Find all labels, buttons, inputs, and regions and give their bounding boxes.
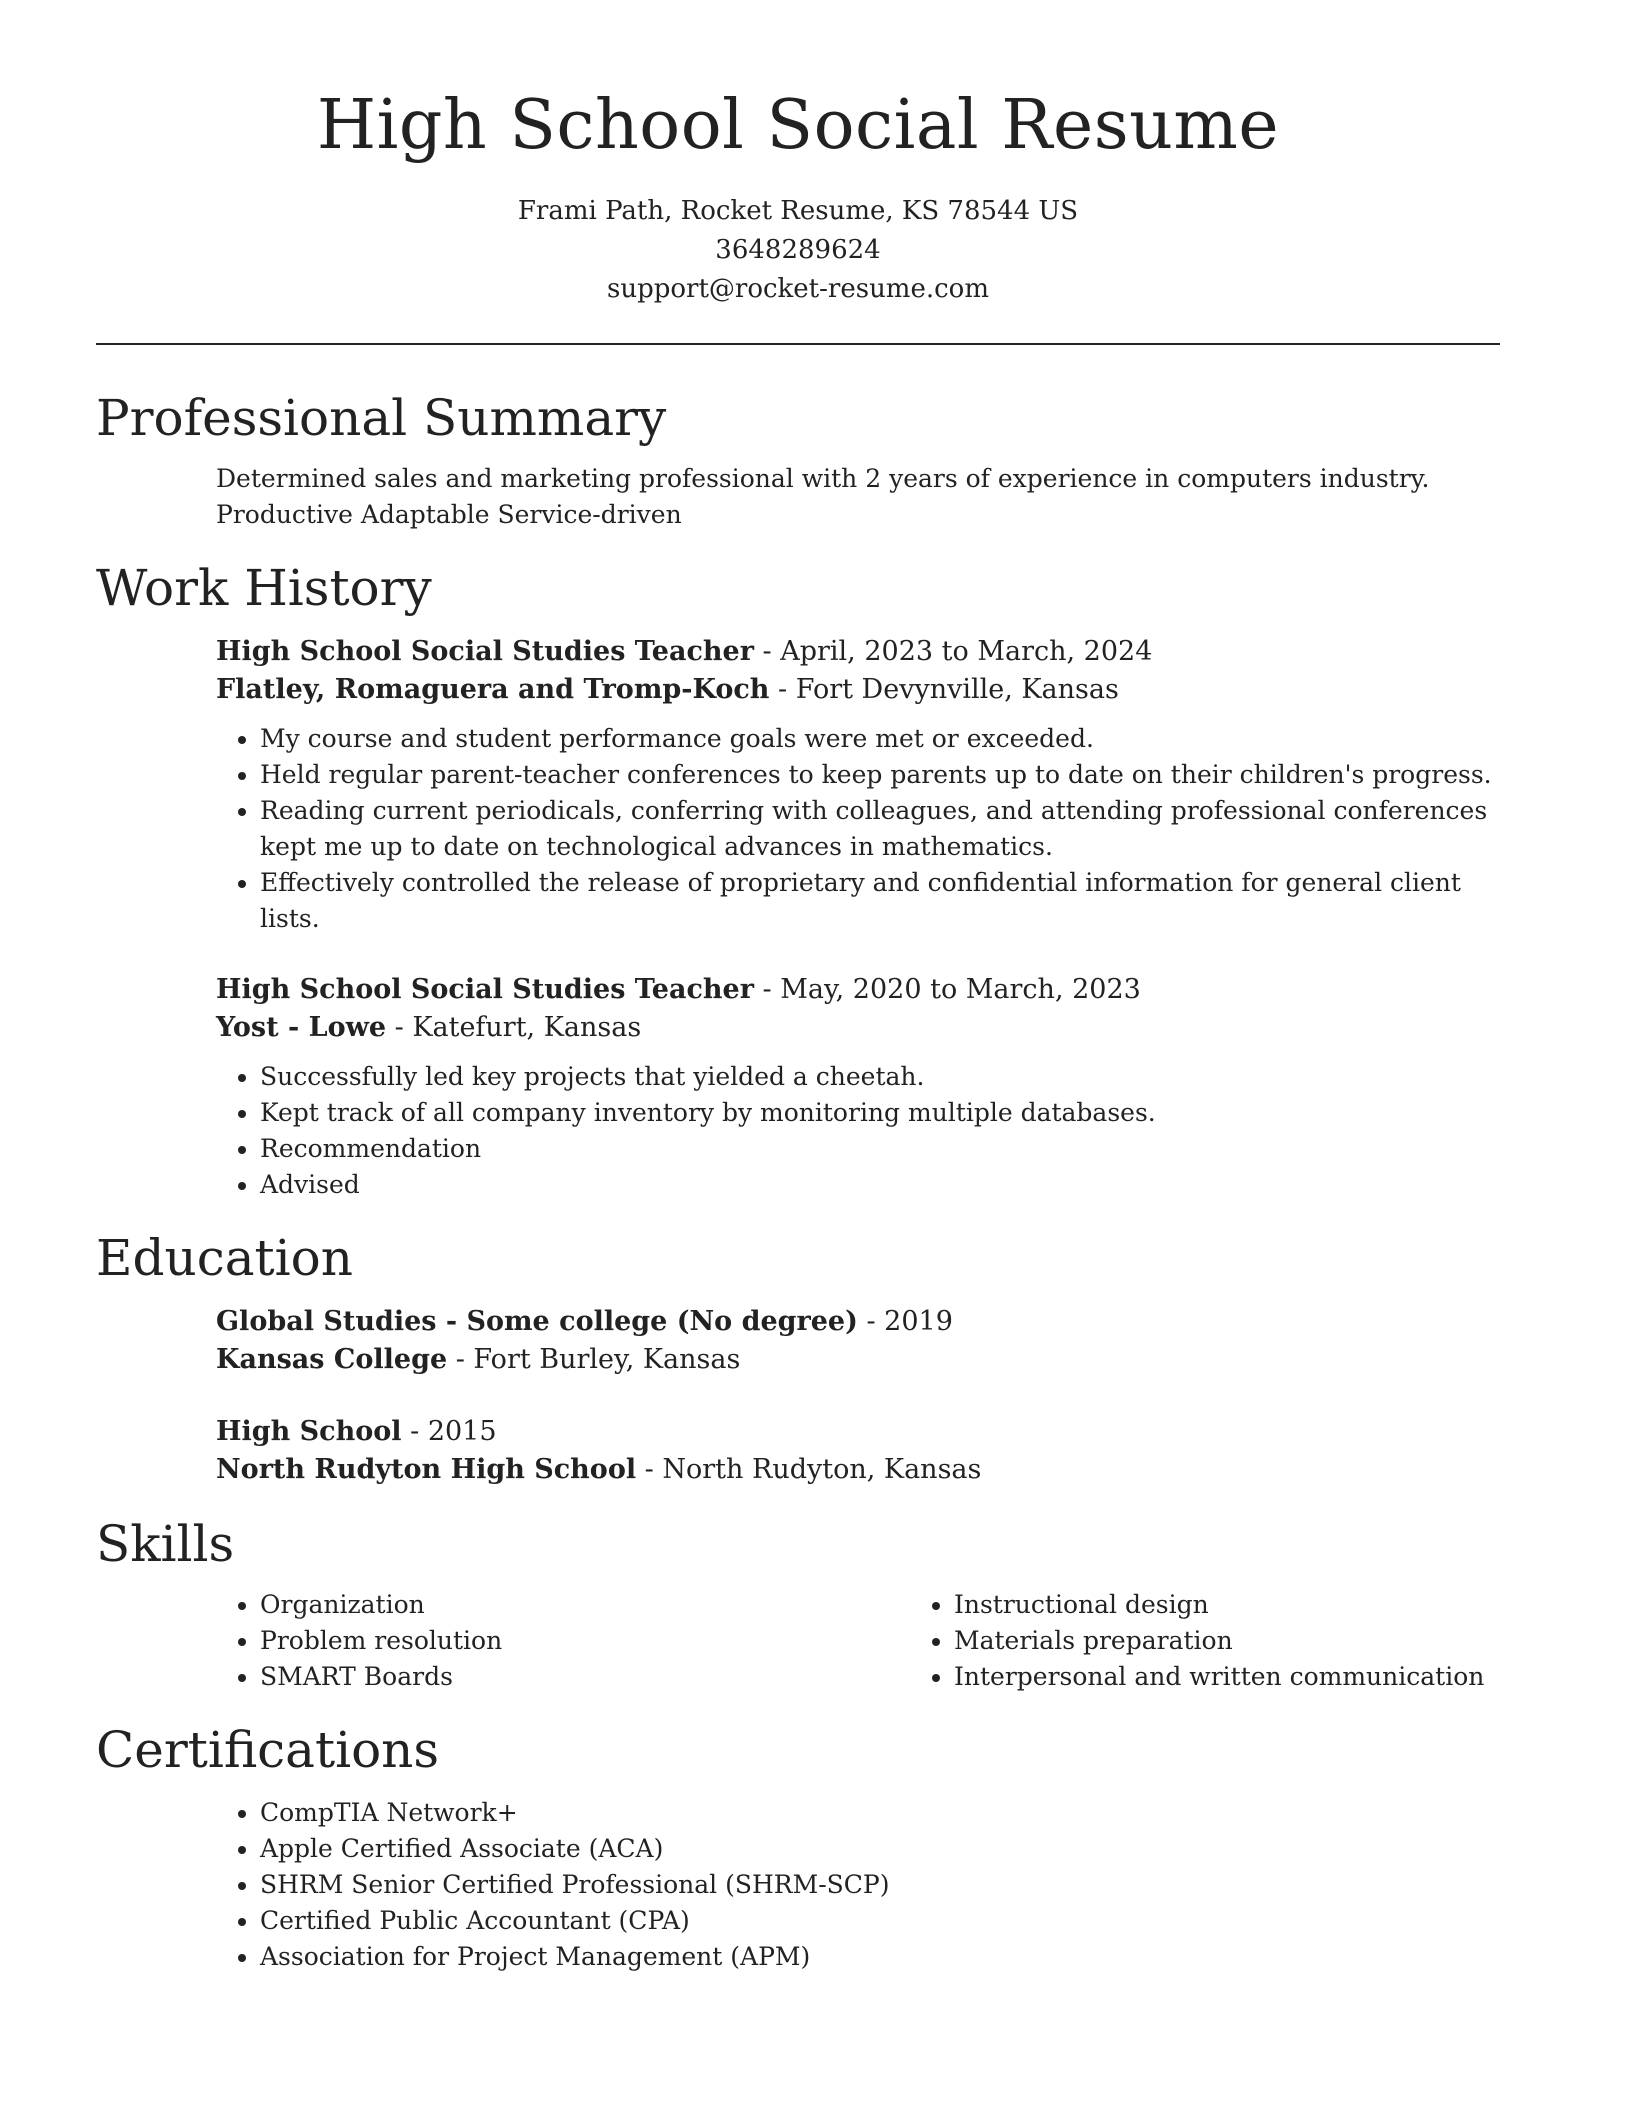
list-item: • Successfully led key projects that yielded a cheetah. (260, 1059, 1500, 1095)
education-location: - North Rudyton, Kansas (636, 1454, 982, 1485)
job-entry (216, 633, 1500, 937)
section-title-education: Education (96, 1229, 353, 1287)
job-bullets (216, 1059, 1500, 1203)
education-school: Kansas College (216, 1344, 448, 1375)
education-entry (216, 1413, 1500, 1489)
list-item: • Materials preparation (954, 1623, 1500, 1659)
job-bullets (216, 721, 1500, 937)
list-item: • Reading current periodicals, conferring with colleagues, and attending professional conferences kept me up to date on technological advances in mathematics. (260, 793, 1500, 865)
phone: 3648289624 (715, 235, 881, 265)
certifications-list (216, 1795, 1500, 1975)
list-item: • Instructional design (954, 1587, 1500, 1623)
list-item: • My course and student performance goals were met or exceeded. (260, 721, 1500, 757)
list-item: • Association for Project Management (APM) (260, 1939, 1500, 1975)
resume-name: High School Social Resume (316, 86, 1280, 165)
job-location: - Katefurt, Kansas (386, 1012, 642, 1043)
section-education (96, 1225, 1500, 1489)
list-item: • CompTIA Network+ (260, 1795, 1500, 1831)
section-title-skills: Skills (96, 1515, 235, 1573)
list-item: • Recommendation (260, 1131, 1500, 1167)
job-role: High School Social Studies Teacher (216, 636, 754, 667)
education-school-line (216, 1341, 1500, 1379)
list-item: • SMART Boards (260, 1659, 910, 1695)
education-school-line (216, 1451, 1500, 1489)
section-summary (96, 385, 1500, 533)
section-title-summary: Professional Summary (96, 389, 667, 447)
list-item: • Apple Certified Associate (ACA) (260, 1831, 1500, 1867)
email: support@rocket-resume.com (606, 274, 989, 304)
education-year: - 2019 (857, 1306, 953, 1337)
section-title-certifications: Certifications (96, 1721, 440, 1779)
job-title-line (216, 971, 1500, 1009)
job-dates: - April, 2023 to March, 2024 (753, 636, 1153, 667)
summary-text: Determined sales and marketing professional with 2 years of experience in computers industry. Productive Adaptable Service-driven (216, 464, 1430, 529)
list-item: • Advised (260, 1167, 1500, 1203)
education-year: - 2015 (401, 1416, 497, 1447)
list-item: • SHRM Senior Certified Professional (SHRM-SCP) (260, 1867, 1500, 1903)
section-work-history (96, 555, 1500, 1203)
education-degree: Global Studies - Some college (No degree) (216, 1306, 858, 1337)
list-item: • Effectively controlled the release of proprietary and confidential information for general client lists. (260, 865, 1500, 937)
job-entry (216, 971, 1500, 1203)
skills-column-right (910, 1587, 1500, 1695)
list-item: • Problem resolution (260, 1623, 910, 1659)
address: Frami Path, Rocket Resume, KS 78544 US (517, 196, 1079, 226)
job-role: High School Social Studies Teacher (216, 974, 754, 1005)
list-item: • Organization (260, 1587, 910, 1623)
list-item: • Kept track of all company inventory by monitoring multiple databases. (260, 1095, 1500, 1131)
list-item: • Held regular parent-teacher conferences to keep parents up to date on their children's progress. (260, 757, 1500, 793)
job-company: Flatley, Romaguera and Tromp-Koch (216, 674, 770, 705)
job-title-line (216, 633, 1500, 671)
job-company-line (216, 1009, 1500, 1047)
education-location: - Fort Burley, Kansas (447, 1344, 741, 1375)
education-degree: High School (216, 1416, 402, 1447)
skills-column-left (216, 1587, 910, 1695)
skills-grid (216, 1587, 1500, 1695)
job-dates: - May, 2020 to March, 2023 (753, 974, 1141, 1005)
list-item: • Interpersonal and written communication (954, 1659, 1500, 1695)
education-degree-line (216, 1303, 1500, 1341)
resume-header (96, 0, 1500, 309)
list-item: • Certified Public Accountant (CPA) (260, 1903, 1500, 1939)
section-certifications (96, 1717, 1500, 1975)
education-school: North Rudyton High School (216, 1454, 637, 1485)
education-entry (216, 1303, 1500, 1379)
job-company: Yost - Lowe (216, 1012, 387, 1043)
job-location: - Fort Devynville, Kansas (769, 674, 1119, 705)
section-title-work-history: Work History (96, 559, 432, 617)
contact-info (96, 192, 1500, 309)
education-degree-line (216, 1413, 1500, 1451)
job-company-line (216, 671, 1500, 709)
header-divider (96, 343, 1500, 345)
section-skills (96, 1511, 1500, 1695)
